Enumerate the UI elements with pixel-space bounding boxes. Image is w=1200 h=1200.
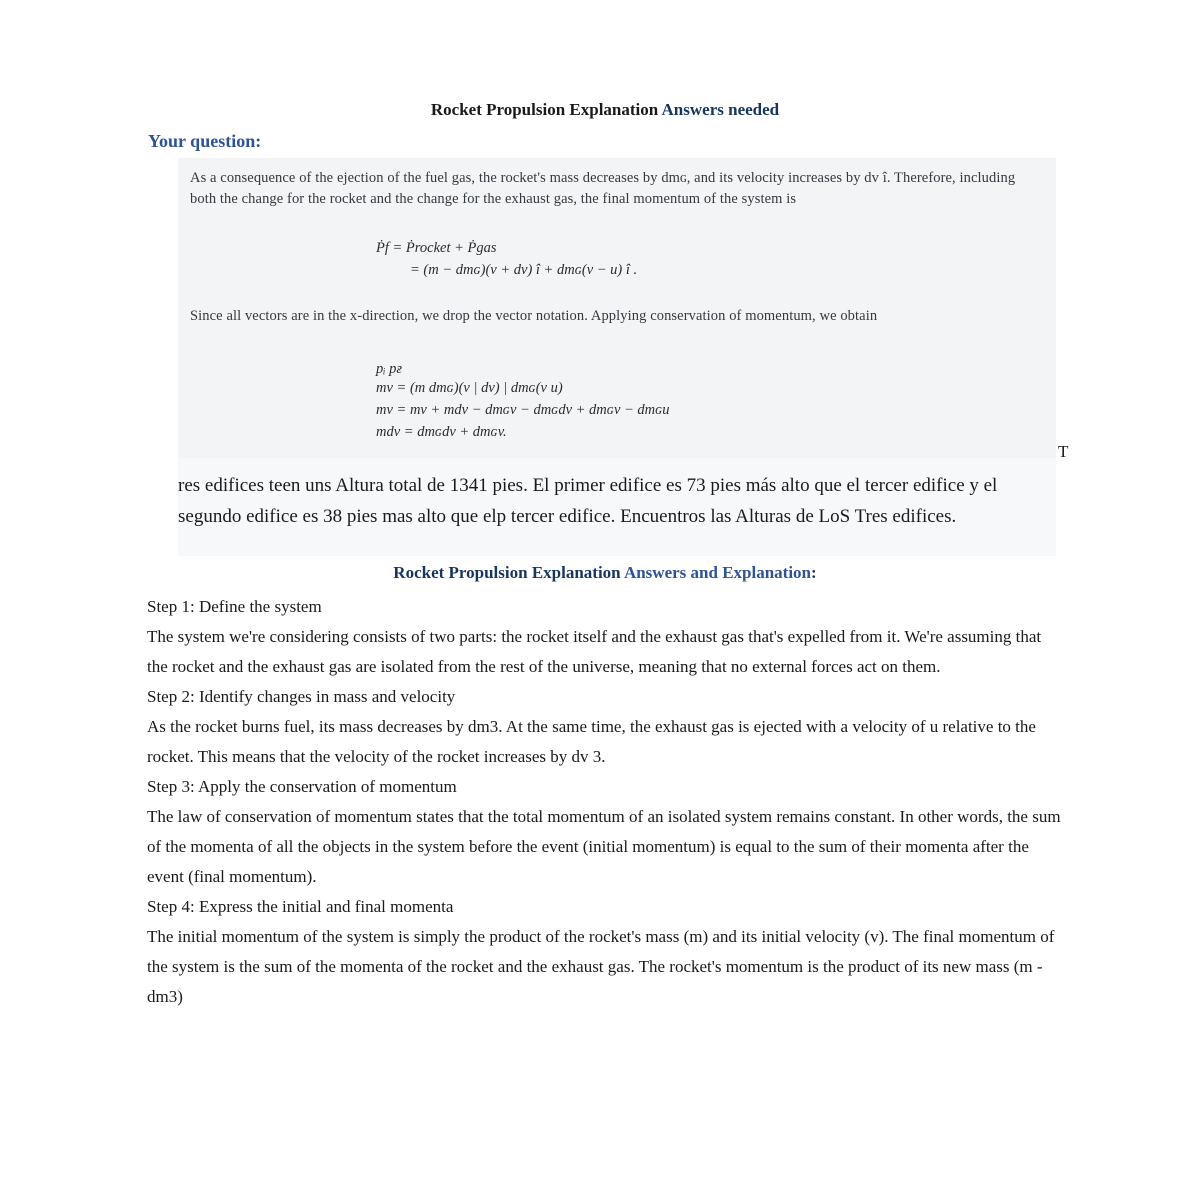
screenshot-equation-2-line-1: mv = (m dmɢ)(v | dv) | dmɢ(v u) [376, 380, 563, 396]
step-text-4: The initial momentum of the system is simply the product of the rocket's mass (m) and its initial velocity (v). The final momentum of the system is the sum of the momenta of the rocket and the exhaust gas. The rocket's momentum is the product of its new mass (m - dm3) [147, 927, 1055, 1006]
step-heading-4: Step 4: Express the initial and final momenta [147, 897, 454, 916]
screenshot-paragraph-2: Since all vectors are in the x-direction, we drop the vector notation. Applying conservation of momentum, we obtain [190, 308, 878, 324]
answers-heading-part2: Answers and Explanation [623, 563, 812, 582]
quoted-question-block [178, 158, 1056, 556]
page-title-part1: Rocket Propulsion Explanation [430, 100, 662, 119]
answers-heading-part1: Rocket Propulsion Explanation [393, 563, 624, 582]
screenshot-equation-2-line-0: pᵢ pғ [376, 361, 403, 377]
step-heading-2: Step 2: Identify changes in mass and velocity [147, 687, 456, 706]
embedded-screenshot [178, 158, 1056, 458]
stray-character: T [1058, 442, 1069, 461]
step-text-1: The system we're considering consists of two parts: the rocket itself and the exhaust gas that's expelled from it. We're assuming that the rocket and the exhaust gas are isolated from the rest of the universe, meaning that no external forces act on them. [147, 627, 1042, 676]
screenshot-equation-2-line-2: mv = mv + mdv − dmɢv − dmɢdv + dmɢv − dmɢu [376, 402, 670, 418]
quoted-question-text: res edifices teen uns Altura total de 1341 pies. El primer edifice es 73 pies más alto que el tercer edifice y el segundo edifice es 38 pies mas alto que elp tercer edifice. Encuentros las Alturas de LoS Tres edifices. [178, 475, 998, 527]
step-heading-3: Step 3: Apply the conservation of momentum [147, 777, 457, 796]
your-question-label: Your question: [148, 131, 262, 151]
step-text-3: The law of conservation of momentum states that the total momentum of an isolated system remains constant. In other words, the sum of the momenta of all the objects in the system before the event (initial momentum) is equal to the sum of their momenta after the event (final momentum). [147, 807, 1061, 886]
screenshot-equation-1-line-1: Ṗf = Ṗrocket + Ṗgas [376, 240, 497, 256]
answers-heading-part3: : [811, 563, 817, 582]
answers-heading [150, 563, 1060, 583]
screenshot-equation-1-line-2: = (m − dmɢ)(v + dv) î + dmɢ(v − u) î . [410, 262, 638, 278]
screenshot-equation-2-line-3: mdv = dmɢdv + dmɢv. [376, 424, 507, 440]
page-title-part2: Answers needed [661, 100, 780, 119]
page-title [150, 100, 1060, 120]
step-text-2: As the rocket burns fuel, its mass decreases by dm3. At the same time, the exhaust gas is ejected with a velocity of u relative to the rocket. This means that the velocity of the rocket increases by dv 3. [147, 717, 1036, 766]
screenshot-paragraph-1: As a consequence of the ejection of the fuel gas, the rocket's mass decreases by dmɢ, and its velocity increases by dv î. Therefore, including both the change for the rocket and the change for the exhaust gas, the final momentum of the system is [190, 170, 1016, 207]
answer-body [147, 592, 1065, 1012]
step-heading-1: Step 1: Define the system [147, 597, 322, 616]
